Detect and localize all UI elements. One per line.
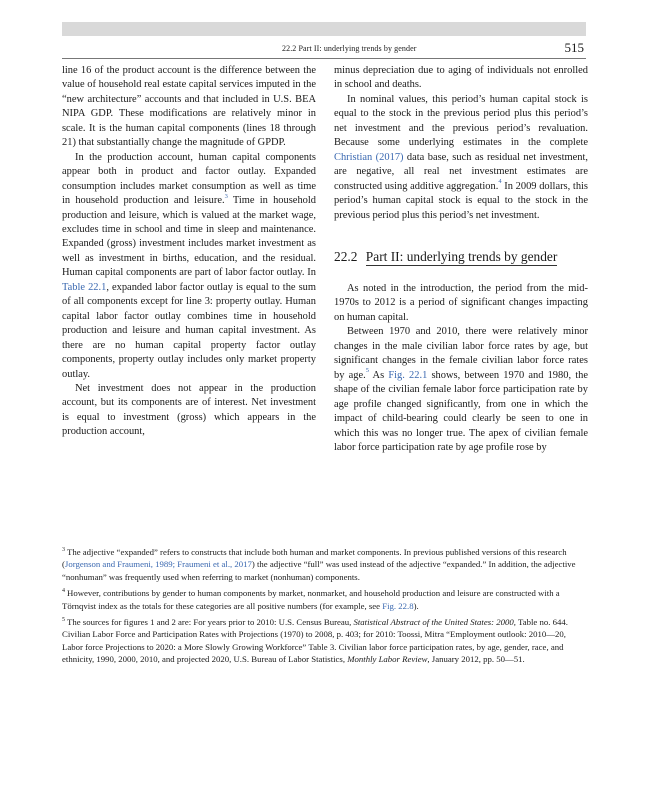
left-column bbox=[62, 64, 316, 440]
footnote-3: $^3$ The adjective “expanded” refers to constructs that include both human and market components. In previous published versions of this research (Jorgenson and Fraumeni, 1989; Fraumeni et al., 2017) the adjective “full” was used instead of the adjective “expanded.” In addition, the adjective “nonhuman” was frequently used when referring to market (nonhuman) components. bbox=[62, 547, 576, 582]
figure-link[interactable]: Fig. 22.1 bbox=[388, 369, 428, 381]
running-title: 22.2 Part II: underlying trends by gender bbox=[282, 44, 417, 53]
footnote-ref-4[interactable]: 4 bbox=[498, 178, 502, 186]
section-number: 22.2 bbox=[334, 248, 358, 264]
header-band bbox=[62, 22, 586, 36]
section-title: Part II: underlying trends by gender bbox=[365, 248, 558, 264]
paragraph: line 16 of the product account is the difference between the value of household real estate capital services imputed in the “new architecture” accounts and that included in U.S. BEA NIPA GDP. These modifications are relatively minor in scale. It is the human capital components (lines 18 through 21) that substantially change the magnitude of GPDP. bbox=[62, 65, 316, 149]
figure-link[interactable]: Fig. 22.8 bbox=[382, 600, 414, 611]
page-number: 515 bbox=[564, 40, 584, 55]
paragraph: Net investment does not appear in the production account, but its components are of interest. Net investment is equal to investment (gross) which appears in the production account, bbox=[62, 382, 316, 438]
running-head bbox=[62, 42, 586, 59]
footnote-ref-3[interactable]: 3 bbox=[224, 192, 228, 200]
paragraph: minus depreciation due to aging of individuals not enrolled in school and deaths. bbox=[334, 65, 588, 91]
right-column bbox=[334, 64, 588, 455]
table-link[interactable]: Table 22.1 bbox=[62, 281, 107, 293]
footnote-ref-5[interactable]: 5 bbox=[365, 367, 369, 375]
paragraph: Between 1970 and 2010, there were relatively minor changes in the male civilian labor force rates by age, but significant changes in the female civilian labor force rates by age.$^5$ As Fig. 22.1 shows, between 1970 and 1980, the shape of the civilian female labor force participation rate by age profile changed significantly, from one in which the impact of child-bearing could clearly be seen to one in which this was no longer true. The apex of civilian female labor force participation rate by age profile rose by bbox=[334, 326, 588, 453]
paragraph: As noted in the introduction, the period from the mid-1970s to 2012 is a period of significant changes impacting on human capital. bbox=[334, 282, 588, 323]
footnotes bbox=[62, 546, 586, 670]
citation-link[interactable]: Jorgenson and Fraumeni, 1989; Fraumeni et al., 2017 bbox=[64, 559, 252, 570]
paragraph: In nominal values, this period’s human capital stock is equal to the stock in the previous period plus this period’s net investment and the previous period’s revaluation. Because some underlying estimates in the complete Christian (2017) data base, such as residual net investment, are negative, all real net investment estimates are constructed using additive aggregation.$^4$ In 2009 dollars, this period’s human capital stock is equal to the stock in the previous period plus this period’s net investment. bbox=[334, 93, 588, 221]
citation-link[interactable]: Christian (2017) bbox=[334, 151, 404, 163]
footnote-5: $^5$ The sources for figures 1 and 2 are: For years prior to 2010: U.S. Census Bureau, Statistical Abstract of the United States: 2000, Table no. 644. Civilian Labor Force and Participation Rates with Projections (1970) to 2008, p. 403; for 2010: Toossi, Mitra “Employment outlook: 2010—20, Labor force Projections to 2020: a More Slowly Growing Workforce” Table 3. Civilian labor force participation rates, by age, gender, race, and ethnicity, 1990, 2000, 2010, and projected 2020, U.S. Bureau of Labor Statistics, Monthly Labor Review, January 2012, pp. 50—51. bbox=[62, 617, 568, 665]
footnote-4: $^4$ However, contributions by gender to human components by market, nonmarket, and household production and leisure are constructed with a Törnqvist index as the totals for these categories are all positive numbers (for example, see Fig. 22.8). bbox=[62, 588, 560, 611]
section-heading bbox=[334, 248, 588, 266]
paragraph: In the production account, human capital components appear both in product and factor outlay. Expanded consumption includes market consumption as well as time in household production and leisure.$^3$ Time in household production and leisure, which is valued at the market wage, excludes time in school and time in sleep and maintenance. Expanded (gross) investment includes market investment as well as investment in births, education, and the residual. Human capital components are part of labor factor outlay. In Table 22.1, expanded labor factor outlay is equal to the sum of all components except for line 3: property outlay. Human capital labor factor outlay combines time in household production and leisure and human capital investment. As there are no human capital property factor outlay components, property outlay includes only market property outlay. bbox=[62, 151, 316, 380]
